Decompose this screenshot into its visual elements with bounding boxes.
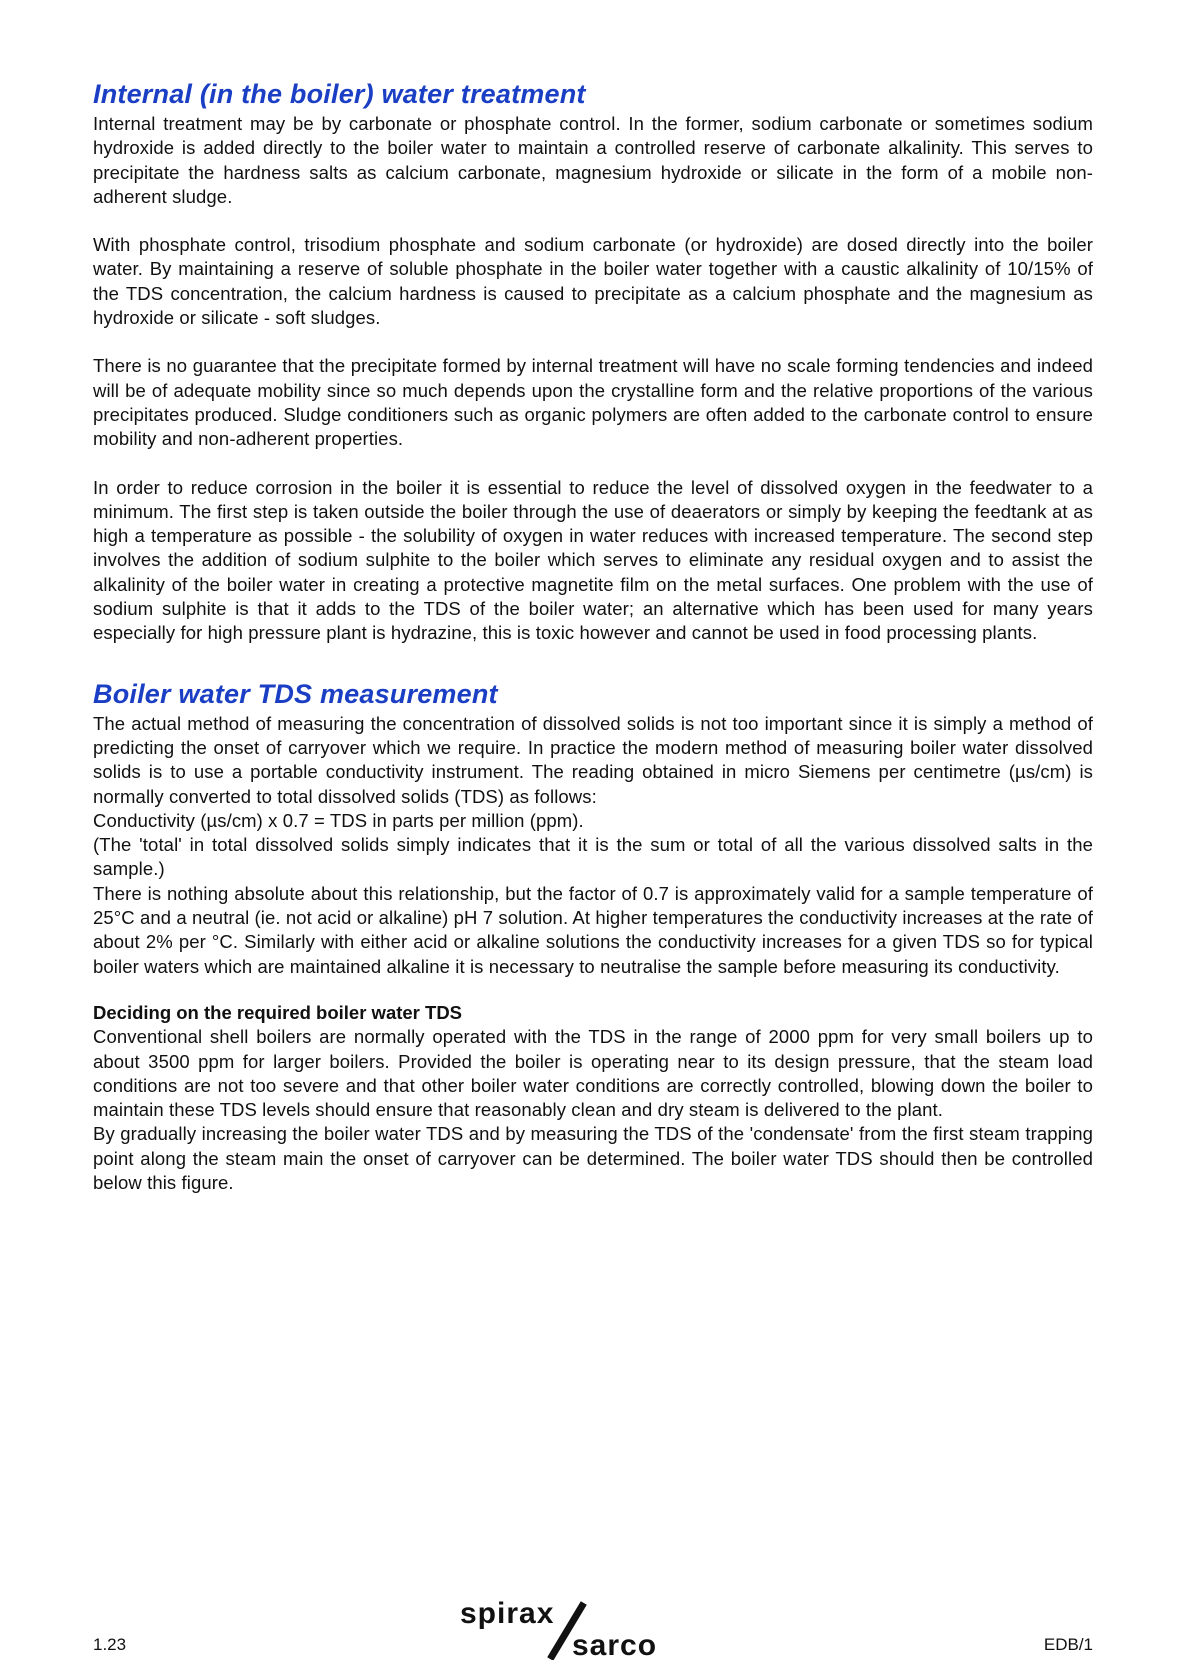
section-heading-tds-measurement: Boiler water TDS measurement	[93, 678, 498, 709]
paragraph: With phosphate control, trisodium phosphate and sodium carbonate (or hydroxide) are dosed directly into the boiler water. By maintaining a reserve of soluble phosphate in the boiler water together with a caustic alkalinity of 10/15% of the TDS concentration, the calcium hardness is caused to precipitate as a calcium phosphate and the magnesium as hydroxide or silicate - soft sludges.	[93, 234, 1093, 329]
logo-text-bottom: sarco	[572, 1629, 658, 1660]
spirax-sarco-logo	[460, 1598, 720, 1660]
internal-treatment-section	[93, 78, 1093, 646]
document-page	[93, 78, 1093, 1195]
subsection-heading-required-tds: Deciding on the required boiler water TDS	[93, 1001, 463, 1023]
paragraph: Internal treatment may be by carbonate or phosphate control. In the former, sodium carbonate or sometimes sodium hydroxide is added directly to the boiler water to maintain a controlled reserve of carbonate alkalinity. This serves to precipitate the hardness salts as calcium carbonate, magnesium hydroxide or silicate in the form of a mobile non-adherent sludge.	[93, 113, 1093, 207]
paragraph: There is no guarantee that the precipitate formed by internal treatment will have no scale forming tendencies and indeed will be of adequate mobility since so much depends upon the crystalline form and the relative proportions of the various precipitates produced. Sludge conditioners such as organic polymers are often added to the carbonate control to ensure mobility and non-adherent properties.	[93, 355, 1093, 450]
page-number: 1.23	[93, 1635, 127, 1654]
paragraph: Conventional shell boilers are normally operated with the TDS in the range of 2000 ppm for very small boilers up to about 3500 ppm for larger boilers. Provided the boiler is operating near to its design pressure, that the steam load conditions are not too severe and that other boiler water conditions are correctly controlled, blowing down the boiler to maintain these TDS levels should ensure that reasonably clean and dry steam is delivered to the plant.	[93, 1026, 1093, 1121]
paragraph: (The 'total' in total dissolved solids simply indicates that it is the sum or total of all the various dissolved salts in the sample.)	[93, 834, 1093, 880]
page-footer	[93, 1598, 1093, 1665]
paragraph: There is nothing absolute about this relationship, but the factor of 0.7 is approximately valid for a sample temperature of 25°C and a neutral (ie. not acid or alkaline) pH 7 solution. At higher temperatures the conductivity increases at the rate of about 2% per °C. Similarly with either acid or alkaline solutions the conductivity increases for a given TDS so for typical boiler waters which are maintained alkaline it is necessary to neutralise the sample before measuring its conductivity.	[93, 882, 1093, 977]
document-reference: EDB/1	[1043, 1635, 1093, 1654]
paragraph: The actual method of measuring the concentration of dissolved solids is not too important since it is simply a method of predicting the onset of carryover which we require. In practice the modern method of measuring boiler water dissolved solids is to use a portable conductivity instrument. The reading obtained in micro Siemens per centimetre (µs/cm) is normally converted to total dissolved solids (TDS) as follows:	[93, 712, 1093, 807]
logo-text-top: spirax	[460, 1598, 555, 1630]
section-heading-internal-treatment: Internal (in the boiler) water treatment	[93, 79, 586, 109]
tds-measurement-section	[93, 678, 1093, 1196]
paragraph: By gradually increasing the boiler water TDS and by measuring the TDS of the 'condensate' from the first steam trapping point along the steam main the onset of carryover can be determined. The boiler water TDS should then be controlled below this figure.	[93, 1123, 1093, 1193]
paragraph: In order to reduce corrosion in the boiler it is essential to reduce the level of dissolved oxygen in the feedwater to a minimum. The first step is taken outside the boiler through the use of deaerators or simply by keeping the feedtank at as high a temperature as possible - the solubility of oxygen in water reduces with increased temperature. The second step involves the addition of sodium sulphite to the boiler which serves to eliminate any residual oxygen and to assist the alkalinity of the boiler water in creating a protective magnetite film on the metal surfaces. One problem with the use of sodium sulphite is that it adds to the TDS of the boiler water; an alternative which has been used for many years especially for high pressure plant is hydrazine, this is toxic however and cannot be used in food processing plants.	[93, 476, 1093, 644]
formula-line: Conductivity (µs/cm) x 0.7 = TDS in parts per million (ppm).	[93, 809, 584, 831]
